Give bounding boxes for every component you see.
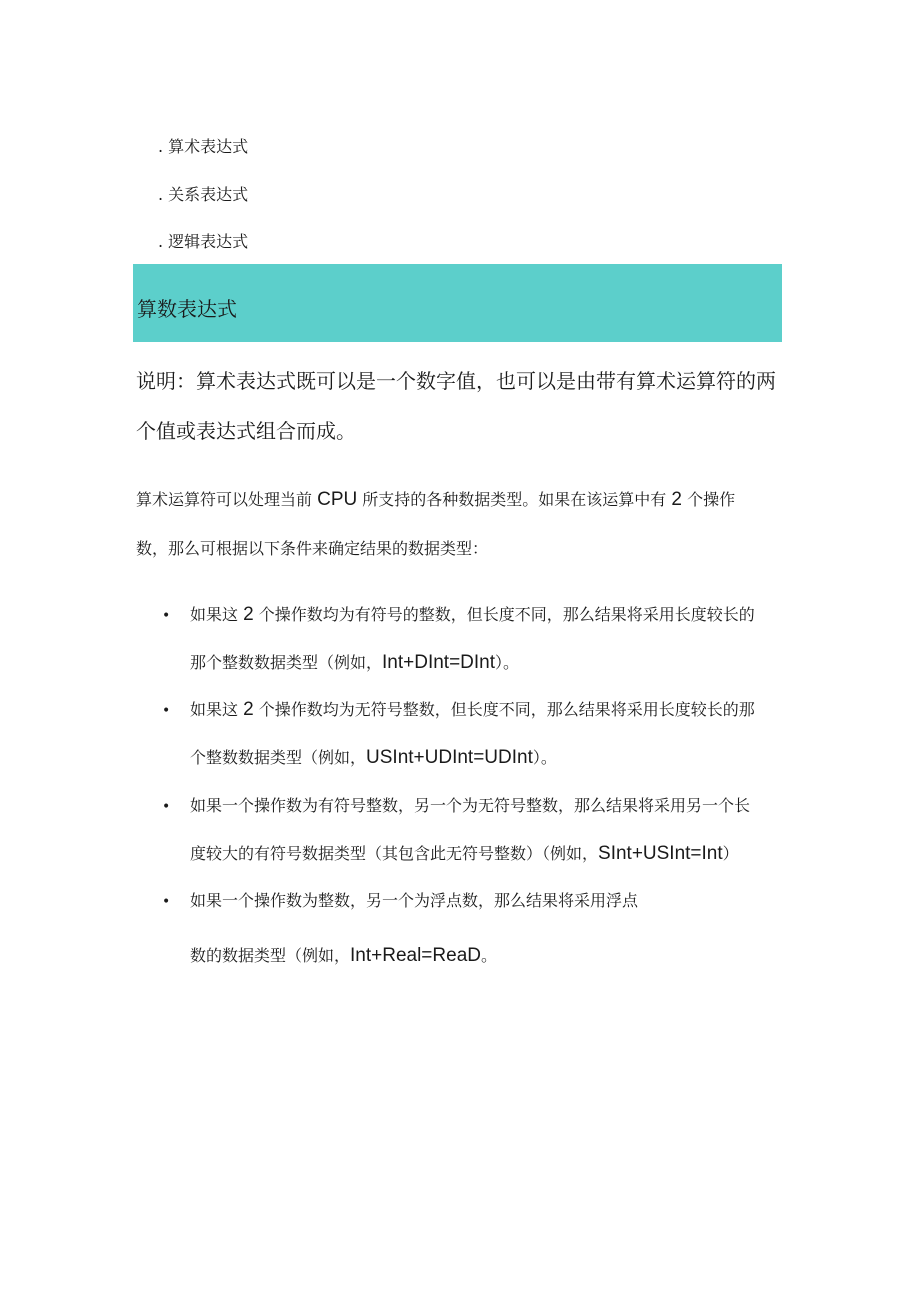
toc-item-arithmetic: . 算术表达式: [158, 137, 249, 156]
bullet-formula: Int+Real=ReaD: [350, 945, 481, 966]
section-title: 算数表达式: [137, 297, 237, 321]
bullet-text: 。: [480, 946, 497, 965]
toc-item-logical: . 逻辑表达式: [158, 232, 249, 251]
bullet-text: 度较大的有符号数据类型（其包含此无符号整数）（例如，: [190, 844, 599, 863]
bullet-text: 如果这: [190, 605, 244, 624]
bullet-3-line-1: 如果一个操作数为有符号整数，另一个为无符号整数，那么结果将采用另一个长: [190, 796, 751, 815]
bullet-text: 个整数数据类型（例如，: [190, 748, 367, 767]
intro-number: 2: [671, 489, 682, 510]
description-line-2: 个值或表达式组合而成。: [136, 419, 356, 443]
intro-cpu: CPU: [317, 489, 358, 510]
bullet-icon: •: [162, 703, 171, 719]
bullet-4-line-1: 如果一个操作数为整数，另一个为浮点数，那么结果将采用浮点: [190, 891, 639, 910]
bullet-2-line-1: [190, 699, 755, 721]
intro-text: 所支持的各种数据类型。如果在该运算中有: [357, 490, 672, 509]
bullet-1-line-2: [190, 652, 519, 674]
bullet-text: 数的数据类型（例如，: [190, 946, 351, 965]
bullet-4-line-2: [190, 945, 497, 967]
bullet-number: 2: [243, 699, 254, 720]
intro-text: 算术运算符可以处理当前: [136, 490, 318, 509]
intro-text: 个操作: [681, 490, 736, 509]
bullet-text: 个操作数均为无符号整数，但长度不同，那么结果将采用长度较长的那: [253, 700, 755, 719]
section-banner: [133, 264, 782, 342]
bullet-text: ）: [722, 844, 739, 863]
bullet-icon: •: [162, 894, 171, 910]
bullet-text: 那个整数数据类型（例如，: [190, 653, 383, 672]
bullet-text: 个操作数均为有符号的整数，但长度不同，那么结果将采用长度较长的: [253, 605, 755, 624]
bullet-3-line-2: [190, 843, 739, 865]
bullet-icon: •: [162, 799, 171, 815]
intro-line-1: [136, 489, 735, 511]
description-line-1: 说明：算术表达式既可以是一个数字值，也可以是由带有算术运算符的两: [136, 369, 776, 393]
bullet-text: ）。: [532, 748, 557, 767]
bullet-text: ）。: [495, 653, 520, 672]
bullet-formula: USInt+UDInt=UDInt: [366, 747, 533, 768]
bullet-formula: SInt+USInt=Int: [598, 843, 723, 864]
bullet-2-line-2: [190, 747, 557, 769]
bullet-1-line-1: [190, 604, 755, 626]
bullet-icon: •: [162, 608, 171, 624]
toc-item-relational: . 关系表达式: [158, 185, 249, 204]
bullet-number: 2: [243, 604, 254, 625]
bullet-formula: Int+DInt=DInt: [382, 652, 496, 673]
intro-line-2: 数，那么可根据以下条件来确定结果的数据类型：: [136, 539, 489, 558]
bullet-text: 如果这: [190, 700, 244, 719]
